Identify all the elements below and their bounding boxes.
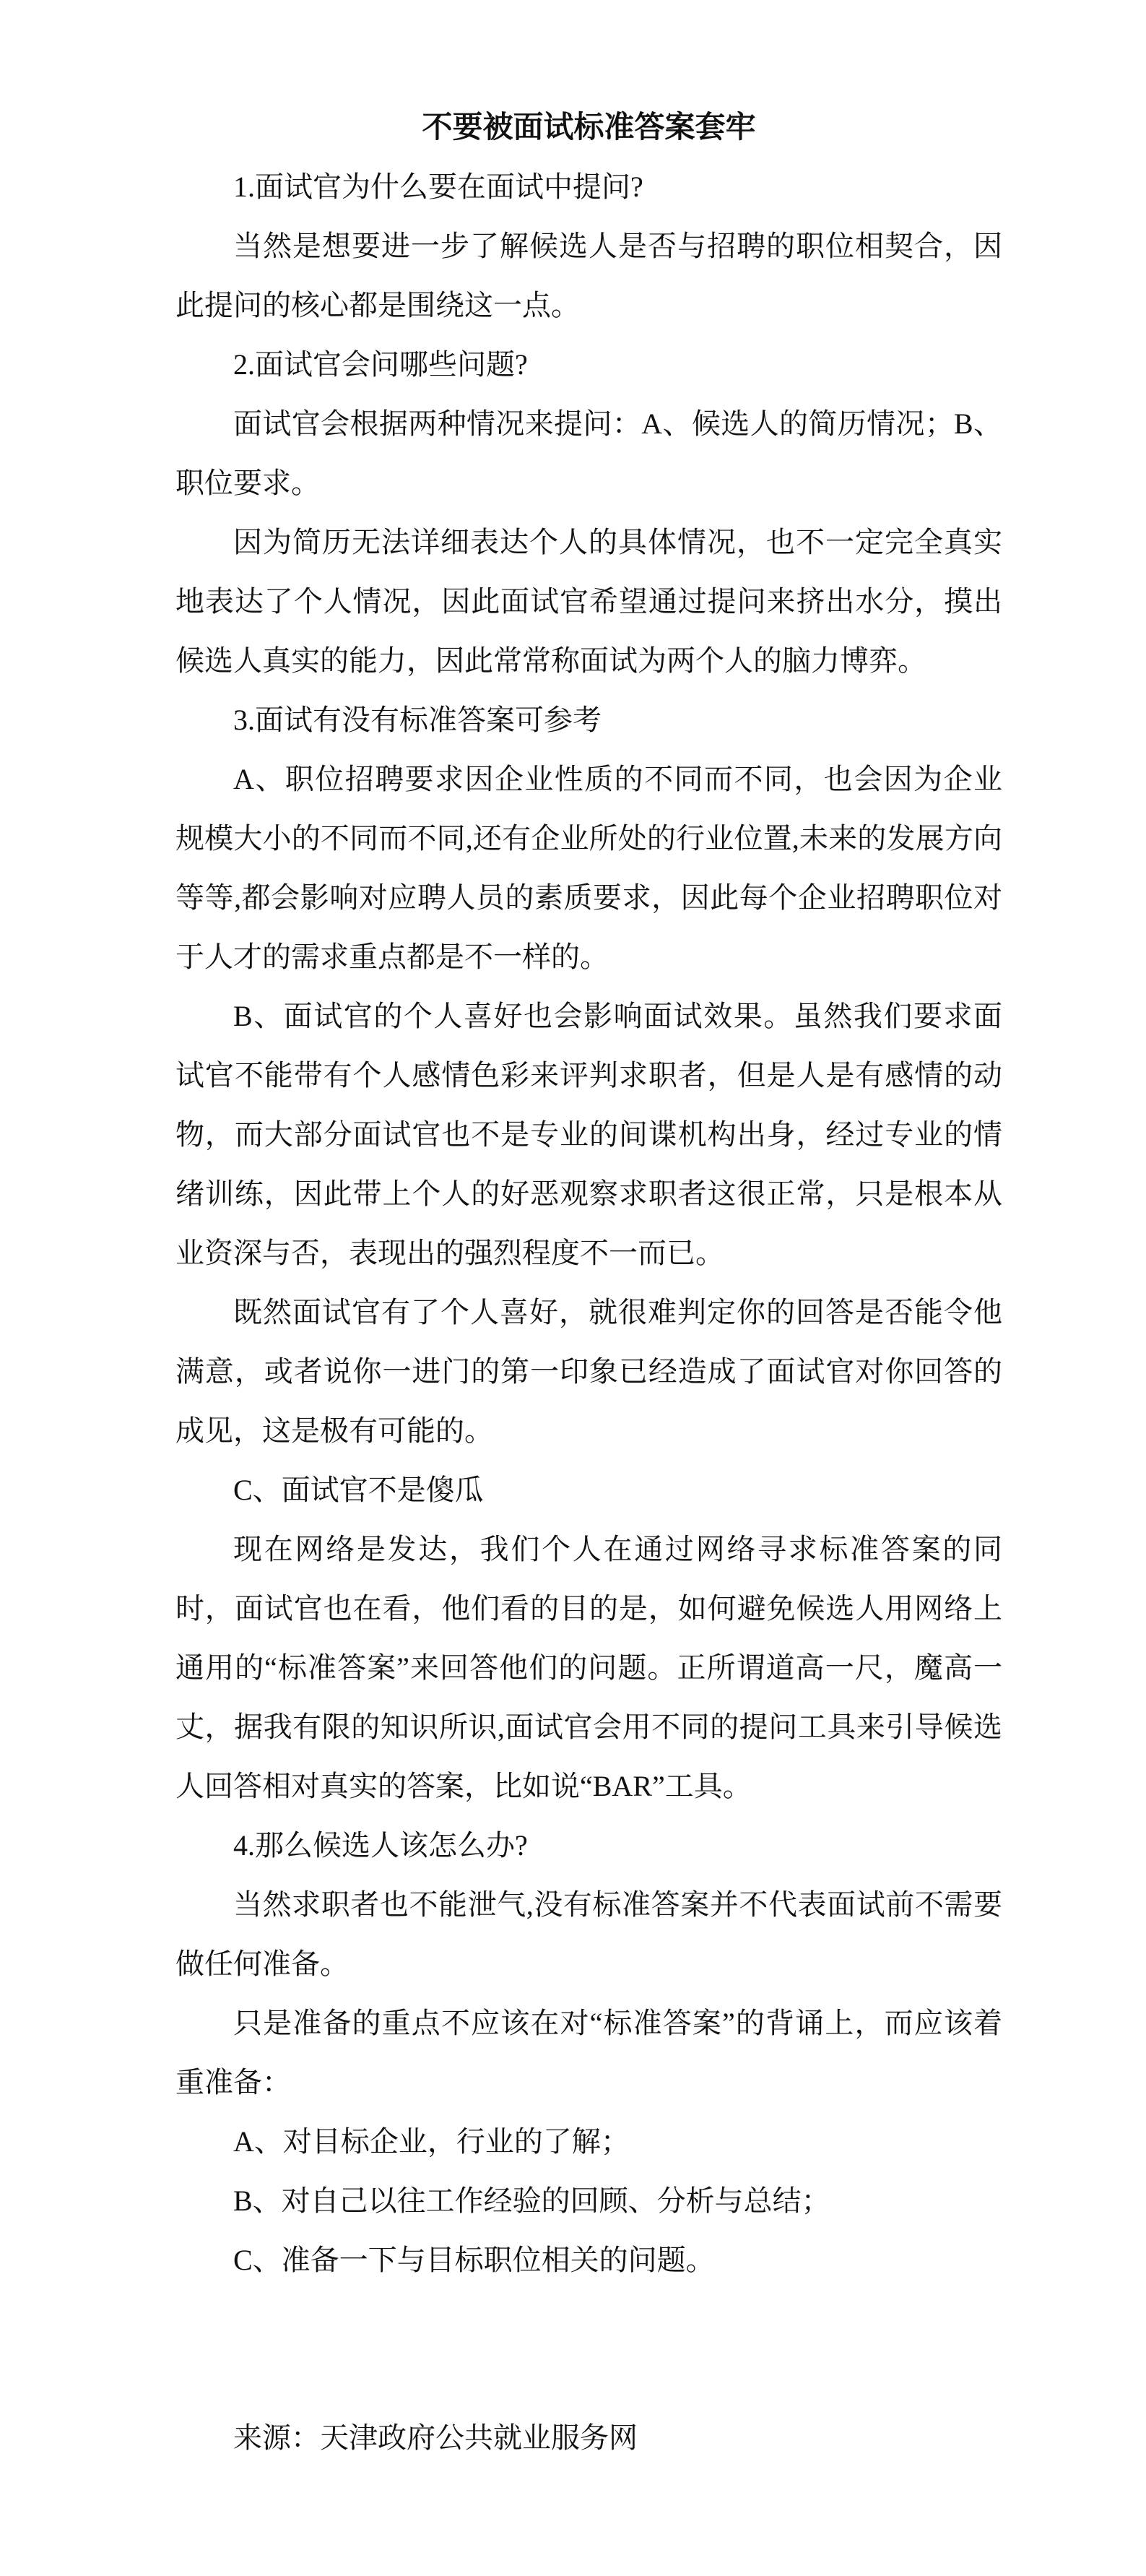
paragraph: C、准备一下与目标职位相关的问题。 xyxy=(233,2244,715,2276)
paragraph: 只是准备的重点不应该在对“标准答案”的背诵上，而应该着重准备： xyxy=(175,2007,1002,2099)
paragraph: 1.面试官为什么要在面试中提问? xyxy=(233,170,643,203)
paragraph: 3.面试有没有标准答案可参考 xyxy=(233,704,602,736)
paragraph: C、面试官不是傻瓜 xyxy=(233,1474,484,1506)
paragraph: A、职位招聘要求因企业性质的不同而不同，也会因为企业规模大小的不同而不同,还有企业所处的行业位置,未来的发展方向等等,都会影响对应聘人员的素质要求，因此每个企业招聘职位对于人才的需求重点都是不一样的。 xyxy=(175,763,1002,973)
paragraph: A、对目标企业，行业的了解； xyxy=(233,2125,630,2158)
paragraph: B、面试官的个人喜好也会影响面试效果。虽然我们要求面试官不能带有个人感情色彩来评判求职者，但是人是有感情的动物，而大部分面试官也不是专业的间谍机构出身，经过专业的情绪训练，因此带上个人的好恶观察求职者这很正常，只是根本从业资深与否，表现出的强烈程度不一而已。 xyxy=(175,1000,1002,1269)
document-title: 不要被面试标准答案套牢 xyxy=(422,111,756,144)
paragraph: 当然是想要进一步了解候选人是否与招聘的职位相契合，因此提问的核心都是围绕这一点。 xyxy=(175,230,1002,321)
paragraph: 因为简历无法详细表达个人的具体情况，也不一定完全真实地表达了个人情况，因此面试官希望通过提问来挤出水分，摸出候选人真实的能力，因此常常称面试为两个人的脑力博弈。 xyxy=(175,526,1002,677)
paragraph: 现在网络是发达，我们个人在通过网络寻求标准答案的同时，面试官也在看，他们看的目的是，如何避免候选人用网络上通用的“标准答案”来回答他们的问题。正所谓道高一尺，魔高一丈，据我有限的知识所识,面试官会用不同的提问工具来引导候选人回答相对真实的答案，比如说“BAR”工具。 xyxy=(175,1533,1002,1802)
paragraph: 当然求职者也不能泄气,没有标准答案并不代表面试前不需要做任何准备。 xyxy=(175,1888,1002,1980)
paragraph: 2.面试官会问哪些问题? xyxy=(233,348,528,381)
paragraph: 既然面试官有了个人喜好，就很难判定你的回答是否能令他满意，或者说你一进门的第一印象已经造成了面试官对你回答的成见，这是极有可能的。 xyxy=(175,1296,1002,1447)
document-body xyxy=(175,157,1002,2290)
paragraph: 面试官会根据两种情况来提问：A、候选人的简历情况；B、职位要求。 xyxy=(175,407,1002,499)
paragraph: B、对自己以往工作经验的回顾、分析与总结； xyxy=(233,2184,830,2217)
paragraph: 4.那么候选人该怎么办? xyxy=(233,1829,528,1862)
source-line: 来源：天津政府公共就业服务网 xyxy=(233,2421,638,2454)
